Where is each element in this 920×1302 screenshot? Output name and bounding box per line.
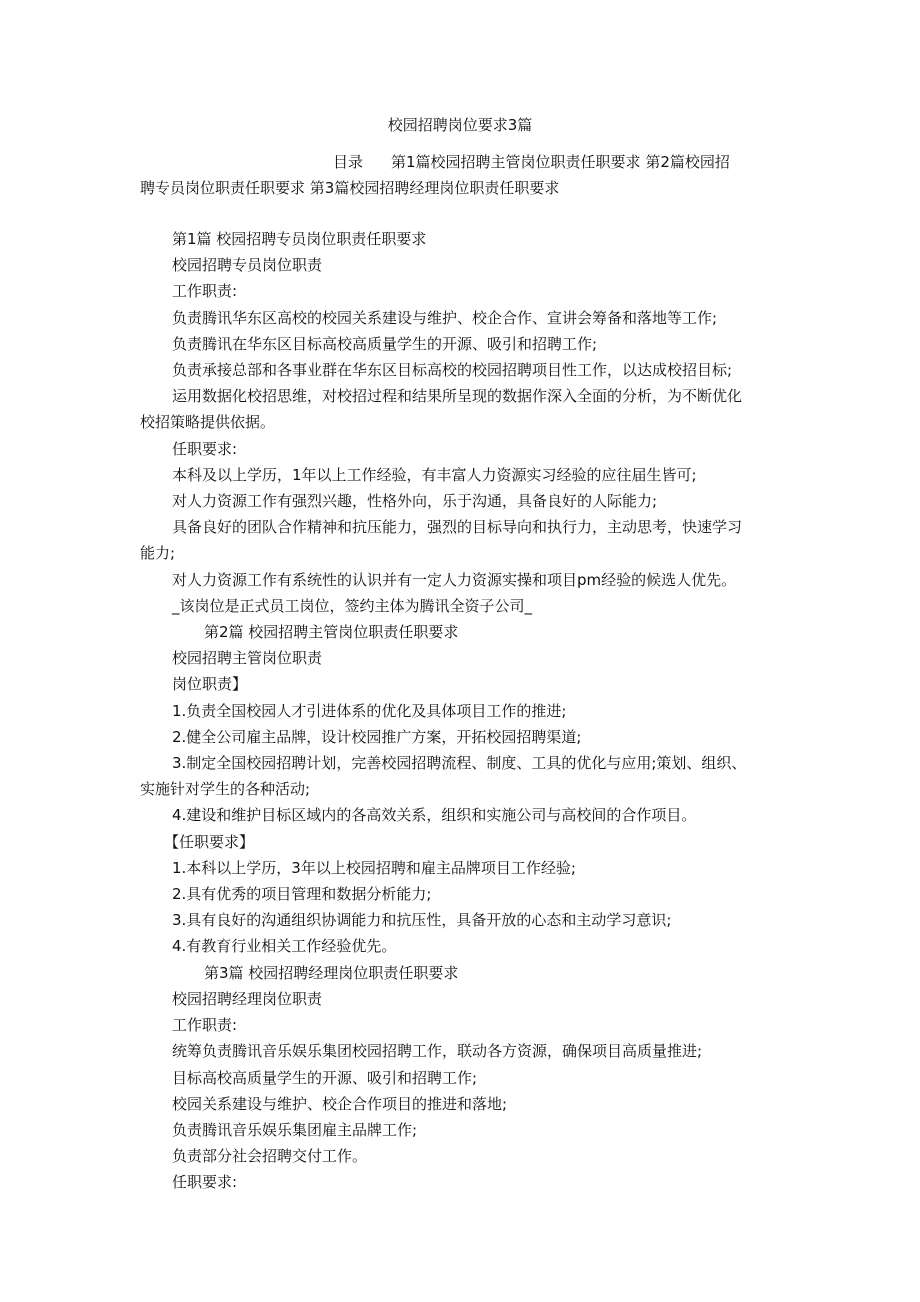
document-title: 校园招聘岗位要求3篇 — [387, 116, 533, 134]
document-body — [140, 226, 800, 1196]
paragraph-line: 对人力资源工作有强烈兴趣，性格外向，乐于沟通，具备良好的人际能力; — [172, 492, 658, 511]
list-item: 4.建设和维护目标区域内的各高效关系，组织和实施公司与高校间的合作项目。 — [172, 806, 697, 825]
toc-line — [140, 149, 790, 175]
label: 工作职责: — [172, 1016, 238, 1035]
paragraph-line: 目标高校高质量学生的开源、吸引和招聘工作; — [172, 1068, 478, 1087]
paragraph-line: 校招策略提供依据。 — [140, 413, 276, 432]
section-heading: 第3篇 校园招聘经理岗位职责任职要求 — [204, 963, 459, 982]
list-item: 2.健全公司雇主品牌，设计校园推广方案，开拓校园招聘渠道; — [172, 727, 582, 746]
list-item: 1.本科以上学历，3年以上校园招聘和雇主品牌项目工作经验; — [172, 858, 576, 877]
list-item: 2.具有优秀的项目管理和数据分析能力; — [172, 885, 432, 904]
label: 岗位职责】 — [172, 675, 248, 694]
paragraph-line: 负责腾讯华东区高校的校园关系建设与维护、校企合作、宣讲会筹备和落地等工作; — [172, 308, 718, 327]
paragraph-line: 校园关系建设与维护、校企合作项目的推进和落地; — [172, 1094, 508, 1113]
toc-heading: 目录 — [333, 153, 364, 171]
paragraph-line: 对人力资源工作有系统性的认识并有一定人力资源实操和项目pm经验的候选人优先。 — [172, 570, 737, 589]
paragraph-line: 能力; — [140, 544, 176, 563]
list-item: 3.具有良好的沟通组织协调能力和抗压性，具备开放的心态和主动学习意识; — [172, 911, 672, 930]
subheading: 校园招聘专员岗位职责 — [172, 256, 323, 275]
subheading: 校园招聘经理岗位职责 — [172, 989, 323, 1008]
label: 任职要求: — [172, 439, 238, 458]
section-heading: 第2篇 校园招聘主管岗位职责任职要求 — [204, 623, 459, 642]
paragraph-line: 统筹负责腾讯音乐娱乐集团校园招聘工作，联动各方资源，确保项目高质量推进; — [172, 1042, 703, 1061]
paragraph-line: 具备良好的团队合作精神和抗压能力，强烈的目标导向和执行力，主动思考，快速学习 — [172, 518, 743, 537]
subheading: 校园招聘主管岗位职责 — [172, 649, 323, 668]
table-of-contents — [140, 149, 790, 201]
paragraph-line: 负责承接总部和各事业群在华东区目标高校的校园招聘项目性工作，以达成校招目标; — [172, 361, 733, 380]
toc-entries: 第1篇校园招聘主管岗位职责任职要求 第2篇校园招 — [391, 153, 730, 171]
list-item: 1.负责全国校园人才引进体系的优化及具体项目工作的推进; — [172, 701, 567, 720]
paragraph-line: 运用数据化校招思维，对校招过程和结果所呈现的数据作深入全面的分析，为不断优化 — [172, 387, 743, 406]
label: 工作职责: — [172, 282, 238, 301]
section-heading: 第1篇 校园招聘专员岗位职责任职要求 — [172, 230, 427, 248]
paragraph-line: 负责腾讯音乐娱乐集团雇主品牌工作; — [172, 1120, 418, 1139]
paragraph-line: 本科及以上学历，1年以上工作经验，有丰富人力资源实习经验的应往届生皆可; — [172, 465, 697, 484]
toc-line: 聘专员岗位职责任职要求 第3篇校园招聘经理岗位职责任职要求 — [140, 179, 560, 197]
paragraph-line: _该岗位是正式员工岗位，签约主体为腾讯全资子公司_ — [172, 596, 533, 615]
paragraph-line: 负责腾讯在华东区目标高校高质量学生的开源、吸引和招聘工作; — [172, 334, 598, 353]
list-item: 实施针对学生的各种活动; — [140, 780, 311, 799]
paragraph-line: 负责部分社会招聘交付工作。 — [172, 1147, 368, 1166]
list-item: 4.有教育行业相关工作经验优先。 — [172, 937, 397, 956]
label: 【任职要求】 — [164, 832, 255, 851]
label: 任职要求: — [172, 1173, 238, 1192]
list-item: 3.制定全国校园招聘计划，完善校园招聘流程、制度、工具的优化与应用;策划、组织、 — [172, 754, 747, 773]
